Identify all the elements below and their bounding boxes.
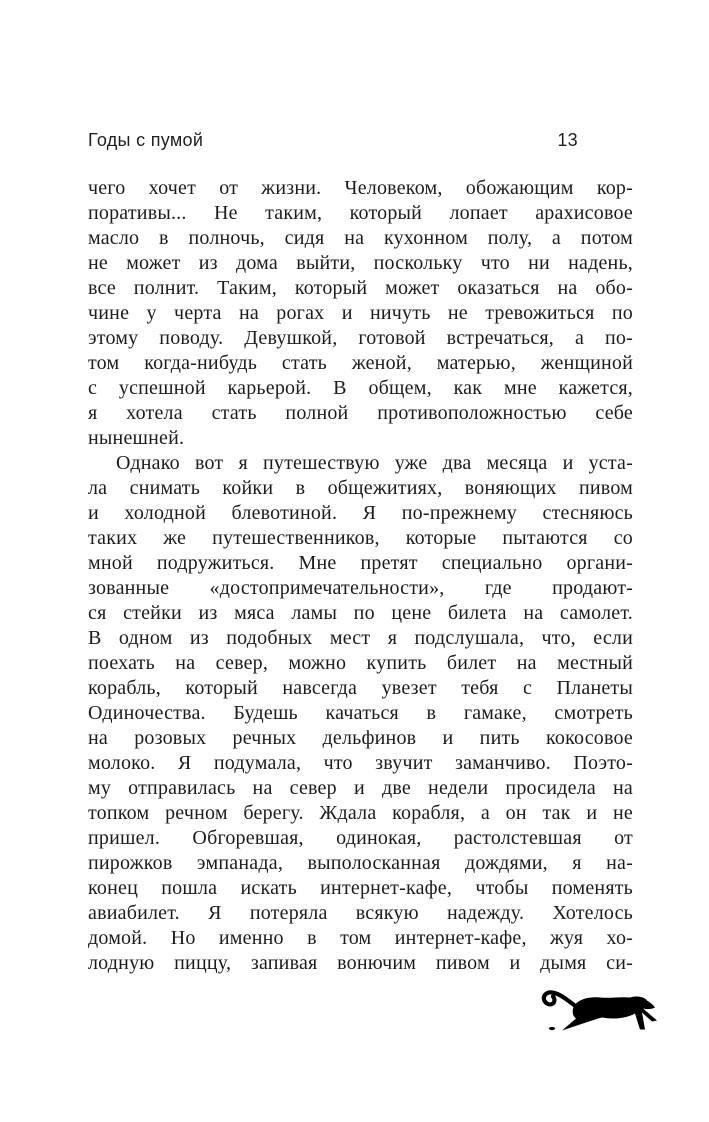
page-number: 13: [557, 130, 578, 150]
text-line: мной подружиться. Мне претят специально органи-: [88, 552, 633, 574]
paragraph: [88, 451, 633, 976]
text-line: таких же путешественников, которые пытаются со: [88, 527, 633, 549]
text-line: Одиночества. Будешь качаться в гамаке, смотреть: [88, 702, 633, 724]
text-line: топком речном берегу. Ждала корабля, а он так и не: [88, 802, 633, 824]
text-line: лодную пиццу, запивая вонючим пивом и дымя си-: [88, 952, 633, 974]
running-title: Годы с пумой: [88, 130, 204, 150]
page-header: [88, 130, 578, 150]
text-line: Однако вот я путешествую уже два месяца и уста-: [116, 452, 633, 474]
puma-illustration: [538, 987, 658, 1032]
text-line: с успешной карьерой. В общем, как мне кажется,: [88, 377, 633, 399]
paragraph: [88, 176, 633, 451]
text-line: нынешней.: [88, 427, 185, 449]
text-line: поехать на север, можно купить билет на местный: [88, 652, 633, 674]
text-line: В одном из подобных мест я подслушала, что, если: [88, 627, 633, 649]
text-line: на розовых речных дельфинов и пить кокосовое: [88, 727, 633, 749]
text-line: пришел. Обгоревшая, одинокая, растолстевшая от: [88, 827, 633, 849]
text-line: му отправилась на север и две недели просидела на: [88, 777, 633, 799]
text-line: и холодной блевотиной. Я по-прежнему стесняюсь: [88, 502, 633, 524]
text-line: масло в полночь, сидя на кухонном полу, а потом: [88, 227, 633, 249]
leaping-puma-icon: [538, 987, 658, 1032]
text-line: чине у черта на рогах и ничуть не тревожиться по: [88, 302, 633, 324]
text-line: чего хочет от жизни. Человеком, обожающим кор-: [88, 177, 633, 199]
page-body-text: [88, 176, 633, 976]
text-line: домой. Но именно в том интернет-кафе, жуя хо-: [88, 927, 633, 949]
text-line: ся стейки из мяса ламы по цене билета на самолет.: [88, 602, 633, 624]
text-line: этому поводу. Девушкой, готовой встречаться, а по-: [88, 327, 633, 349]
text-line: молоко. Я подумала, что звучит заманчиво. Поэто-: [88, 752, 633, 774]
text-line: поративы... Не таким, который лопает арахисовое: [88, 202, 633, 224]
text-line: все полнит. Таким, который может оказаться на обо-: [88, 277, 633, 299]
text-line: я хотела стать полной противоположностью себе: [88, 402, 633, 424]
text-line: ла снимать койки в общежитиях, воняющих пивом: [88, 477, 633, 499]
text-line: авиабилет. Я потеряла всякую надежду. Хотелось: [88, 902, 633, 924]
text-line: корабль, который навсегда увезет тебя с Планеты: [88, 677, 633, 699]
text-line: конец пошла искать интернет-кафе, чтобы поменять: [88, 877, 633, 899]
text-line: пирожков эмпанада, выполосканная дождями, я на-: [88, 852, 633, 874]
text-line: не может из дома выйти, поскольку что ни надень,: [88, 252, 633, 274]
text-line: зованные «достопримечательности», где продают-: [88, 577, 633, 599]
text-line: том когда-нибудь стать женой, матерью, женщиной: [88, 352, 633, 374]
